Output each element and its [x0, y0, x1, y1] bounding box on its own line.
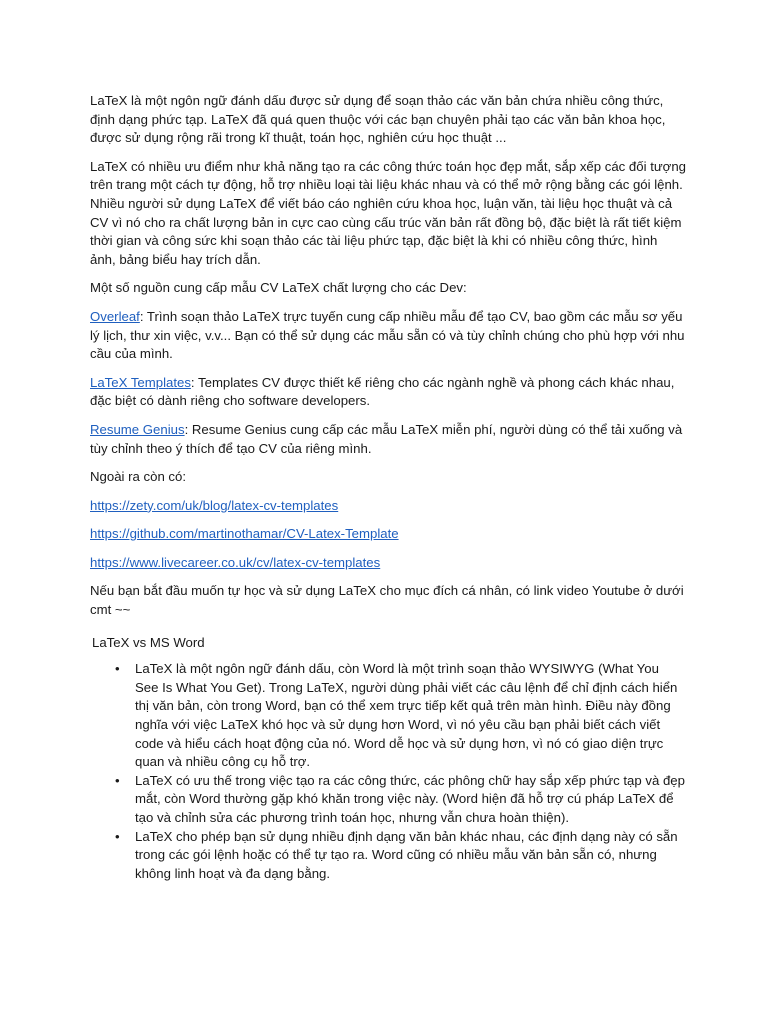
overleaf-link[interactable]: Overleaf: [90, 308, 140, 324]
resume-genius-link[interactable]: Resume Genius: [90, 421, 185, 437]
source-latex-templates: [90, 374, 686, 411]
also-label: Ngoài ra còn có:: [90, 469, 187, 485]
list-item-text: LaTeX là một ngôn ngữ đánh dấu, còn Word là một trình soạn thảo WYSIWYG (What You See Is What You Get). Trong LaTeX, người dùng phải viết các câu lệnh để chỉ định cách hiển thị văn bản, còn trong Word, bạn có thể xem trực tiếp kết quả trên màn hình. Điều này đồng nghĩa với việc LaTeX khó học và sử dụng hơn Word, vì nó yêu cầu bạn phải biết cách viết code và hiểu cách hoạt động của nó. Word dễ học và sử dụng hơn, vì nó có giao diện trực quan và nhiều công cụ hỗ trợ.: [135, 661, 678, 770]
livecareer-url-link[interactable]: https://www.livecareer.co.uk/cv/latex-cv-templates: [90, 554, 381, 570]
sources-intro: Một số nguồn cung cấp mẫu CV LaTeX chất lượng cho các Dev:: [90, 280, 467, 296]
compare-heading: LaTeX vs MS Word: [92, 634, 205, 650]
bullet-icon: •: [115, 772, 120, 788]
list-item: [90, 828, 686, 884]
github-url-link[interactable]: https://github.com/martinothamar/CV-Latex-Template: [90, 526, 399, 542]
document-body: [90, 92, 686, 883]
list-item-text: LaTeX cho phép bạn sử dụng nhiều định dạng văn bản khác nhau, các định dạng này có sẵn trong các gói lệnh hoặc có thể tự tạo ra. Word cũng có nhiều mẫu văn bản sẵn có, nhưng không linh hoạt và đa dạng bằng.: [135, 828, 678, 881]
list-item: [90, 772, 686, 828]
source-latex-templates-text: : Templates CV được thiết kế riêng cho các ngành nghề và phong cách khác nhau, đặc biệt có dành riêng cho software developers.: [90, 374, 675, 409]
source-resume-genius-text: : Resume Genius cung cấp các mẫu LaTeX miễn phí, người dùng có thể tải xuống và tùy chỉnh theo ý thích để tạo CV của riêng mình.: [90, 421, 683, 456]
list-item: [90, 660, 686, 772]
zety-url-link[interactable]: https://zety.com/uk/blog/latex-cv-templates: [90, 497, 339, 513]
advantages-paragraph: LaTeX có nhiều ưu điểm như khả năng tạo ra các công thức toán học đẹp mắt, sắp xếp các đối tượng trên trang một cách tự động, hỗ trợ nhiều loại tài liệu khác nhau và có thể mở rộng bằng các gói lệnh. Nhiều người sử dụng LaTeX để viết báo cáo nghiên cứu khoa học, luận văn, tài liệu học thuật và cả CV vì nó cho ra chất lượng bản in cực cao cùng cấu trúc văn bản rất đồng bộ, đặc biệt là rất tiết kiệm thời gian và công sức khi soạn thảo các tài liệu phức tạp, đặc biệt là khi có nhiều công thức, hình ảnh, bảng biểu hay trích dẫn.: [90, 158, 686, 267]
source-overleaf: [90, 308, 686, 364]
bullet-icon: •: [115, 828, 120, 844]
url-item: [90, 497, 686, 516]
intro-paragraph: LaTeX là một ngôn ngữ đánh dấu được sử dụng để soạn thảo các văn bản chứa nhiều công thức, định dạng phức tạp. LaTeX đã quá quen thuộc với các bạn chuyên phải tạo các văn bản khoa học, được sử dụng rộng rãi trong kĩ thuật, toán học, nghiên cứu học thuật ...: [90, 93, 666, 146]
comparison-list: [90, 660, 686, 883]
source-resume-genius: [90, 421, 686, 458]
url-item: [90, 554, 686, 573]
bullet-icon: •: [115, 661, 120, 677]
url-item: [90, 525, 686, 544]
youtube-note: Nếu bạn bắt đầu muốn tự học và sử dụng LaTeX cho mục đích cá nhân, có link video Youtube ở dưới cmt ~~: [90, 583, 684, 618]
latex-templates-link[interactable]: LaTeX Templates: [90, 374, 191, 390]
list-item-text: LaTeX có ưu thế trong việc tạo ra các công thức, các phông chữ hay sắp xếp phức tạp và đẹp mắt, còn Word thường gặp khó khăn trong việc này. (Word hiện đã hỗ trợ cú pháp LaTeX để tạo và chỉnh sửa các phương trình toán học, nhưng vẫn chưa hoàn thiện).: [135, 772, 685, 825]
source-overleaf-text: : Trình soạn thảo LaTeX trực tuyến cung cấp nhiều mẫu để tạo CV, bao gồm các mẫu sơ yếu lý lịch, thư xin việc, v.v... Bạn có thể sử dụng các mẫu sẵn có và tùy chỉnh chúng cho phù hợp với nhu cầu của mình.: [90, 308, 685, 362]
